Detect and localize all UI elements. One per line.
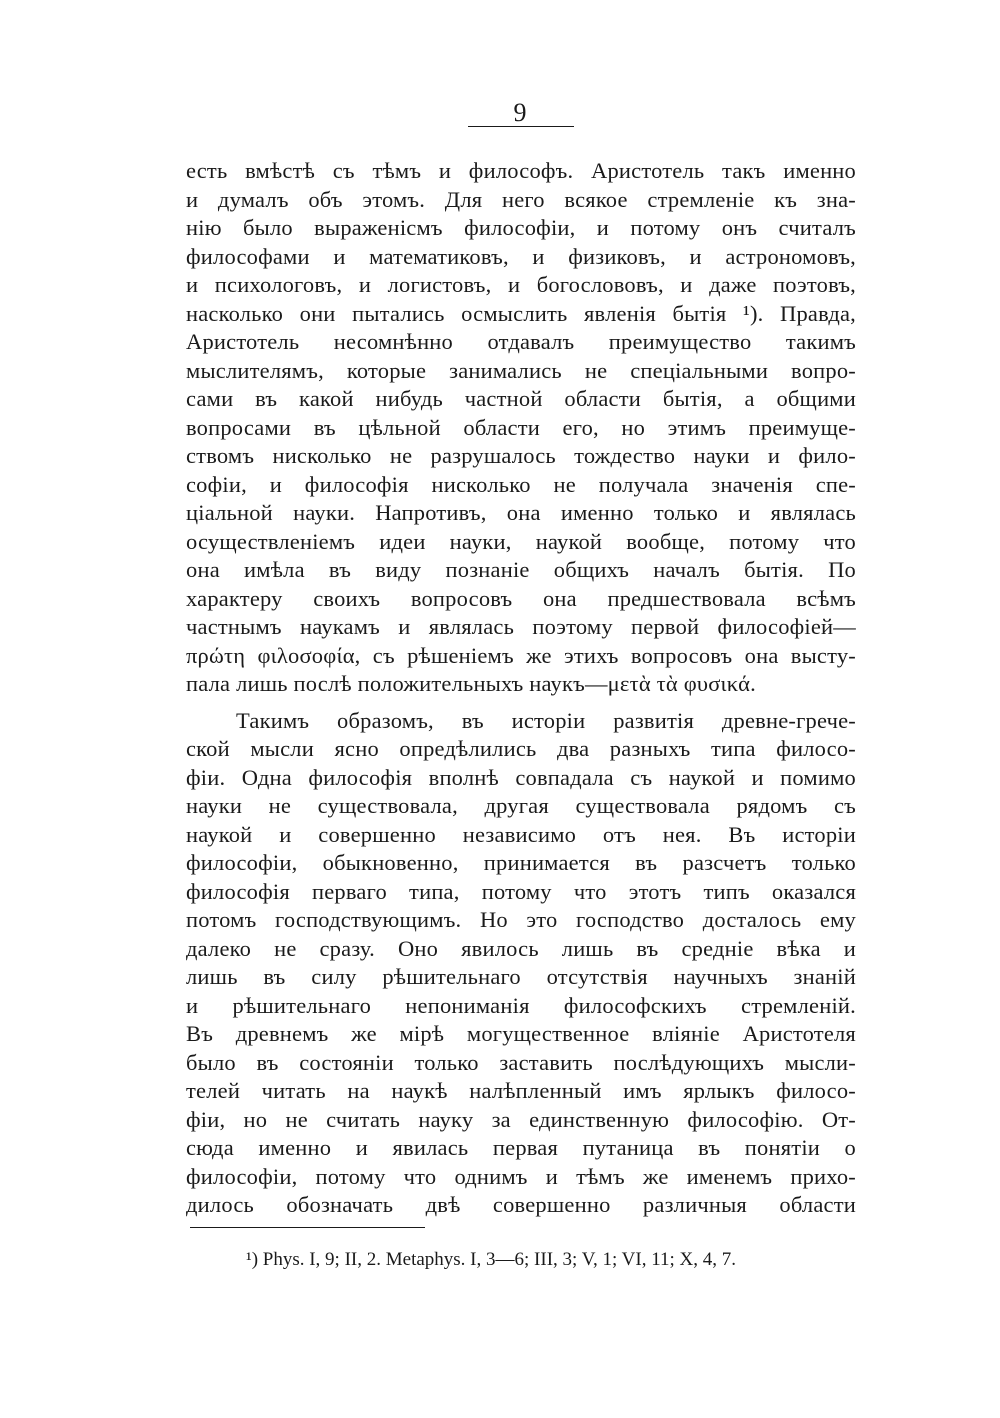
text-line: насколько они пытались осмыслить явленія бытія ¹). Правда,: [186, 300, 856, 326]
text-line: нію было выраженісмъ философіи, и потому онъ считалъ: [186, 215, 856, 240]
text-line: сами въ какой нибудь частной области бытія, а общими: [186, 386, 856, 411]
text-line: далеко не сразу. Оно явилось лишь въ средніе вѣка и: [186, 935, 856, 961]
text-line: дилось обозначать двѣ совершенно различныя области: [186, 1192, 856, 1217]
text-line: ской мысли ясно опредѣлились два разныхъ типа филосо-: [186, 736, 856, 761]
body-text: [186, 157, 856, 1220]
text-line: характеру своихъ вопросовъ она предшествовала всѣмъ: [186, 585, 856, 611]
text-line: лишь въ силу рѣшительнаго отсутствія научныхъ знаній: [186, 964, 856, 989]
text-line: ствомъ нисколько не разрушалось тождество науки и фило-: [186, 443, 856, 468]
text-line: было въ состояніи только заставить послѣдующихъ мысли-: [186, 1049, 856, 1075]
text-line: она имѣла въ виду познаніе общихъ началъ бытія. По: [186, 557, 856, 582]
text-line: философія перваго типа, потому что этотъ типъ оказался: [186, 878, 856, 904]
text-line: философами и математиковъ, и физиковъ, и астрономовъ,: [186, 243, 856, 269]
text-line: телей читать на наукѣ налѣпленный имъ ярлыкъ филосо-: [186, 1078, 856, 1103]
text-line: осуществленіемъ идеи науки, наукой вообще, потому что: [186, 528, 856, 554]
footnote: ¹) Phys. I, 9; II, 2. Metaphys. I, 3—6; III, 3; V, 1; VI, 11; X, 4, 7.: [246, 1249, 737, 1270]
paragraph-gap: [186, 699, 856, 707]
text-line: мыслителямъ, которые занимались не спеціальными вопро-: [186, 357, 856, 383]
text-line: и думалъ объ этомъ. Для него всякое стремленіе къ зна-: [186, 186, 856, 212]
text-line: вопросами въ цѣльной области его, но этимъ преимуще-: [186, 414, 856, 440]
text-line: философіи, обыкновенно, принимается въ разсчетъ только: [186, 850, 856, 875]
paragraph-1: [186, 157, 856, 699]
text-line: Такимъ образомъ, въ исторіи развитія древне-грече-: [236, 707, 856, 733]
text-line: Аристотель несомнѣнно отдавалъ преимущество такимъ: [186, 329, 856, 354]
paragraph-2: [186, 707, 856, 1220]
text-line: фіи. Одна философія вполнѣ совпадала съ наукой и помимо: [186, 764, 856, 790]
text-line: фіи, но не считать науку за единственную философію. От-: [186, 1106, 856, 1132]
text-line: πρώτη φιλοσοφία, съ рѣшеніемъ же этихъ вопросовъ она высту-: [186, 642, 856, 668]
page-number: 9: [513, 98, 527, 127]
text-line: наукой и совершенно независимо отъ нея. Въ исторіи: [186, 821, 856, 847]
text-line: ціальной науки. Напротивъ, она именно только и являлась: [186, 500, 856, 525]
text-line: и психологовъ, и логистовъ, и богослововъ, и даже поэтовъ,: [186, 272, 856, 297]
text-line: софіи, и философія нисколько не получала значенія спе-: [186, 471, 856, 497]
text-line: науки не существовала, другая существовала рядомъ съ: [186, 793, 856, 818]
text-line: и рѣшительнаго непониманія философскихъ стремленій.: [186, 992, 856, 1018]
footnote-rule: [190, 1227, 425, 1228]
text-line: философіи, потому что однимъ и тѣмъ же именемъ прихо-: [186, 1163, 856, 1189]
text-line: есть вмѣстѣ съ тѣмъ и философъ. Аристотель такъ именно: [186, 158, 856, 183]
page-number-rule: [468, 126, 574, 127]
text-line: потомъ господствующимъ. Но это господство досталось ему: [186, 907, 856, 932]
text-line: пала лишь послѣ положительныхъ наукъ—μετὰ τὰ φυσικά.: [186, 671, 756, 696]
text-line: Въ древнемъ же мірѣ могущественное вліяніе Аристотеля: [186, 1021, 856, 1046]
text-line: частнымъ наукамъ и являлась поэтому первой философіей—: [186, 614, 856, 639]
text-line: сюда именно и явилась первая путаница въ понятіи о: [186, 1135, 856, 1160]
